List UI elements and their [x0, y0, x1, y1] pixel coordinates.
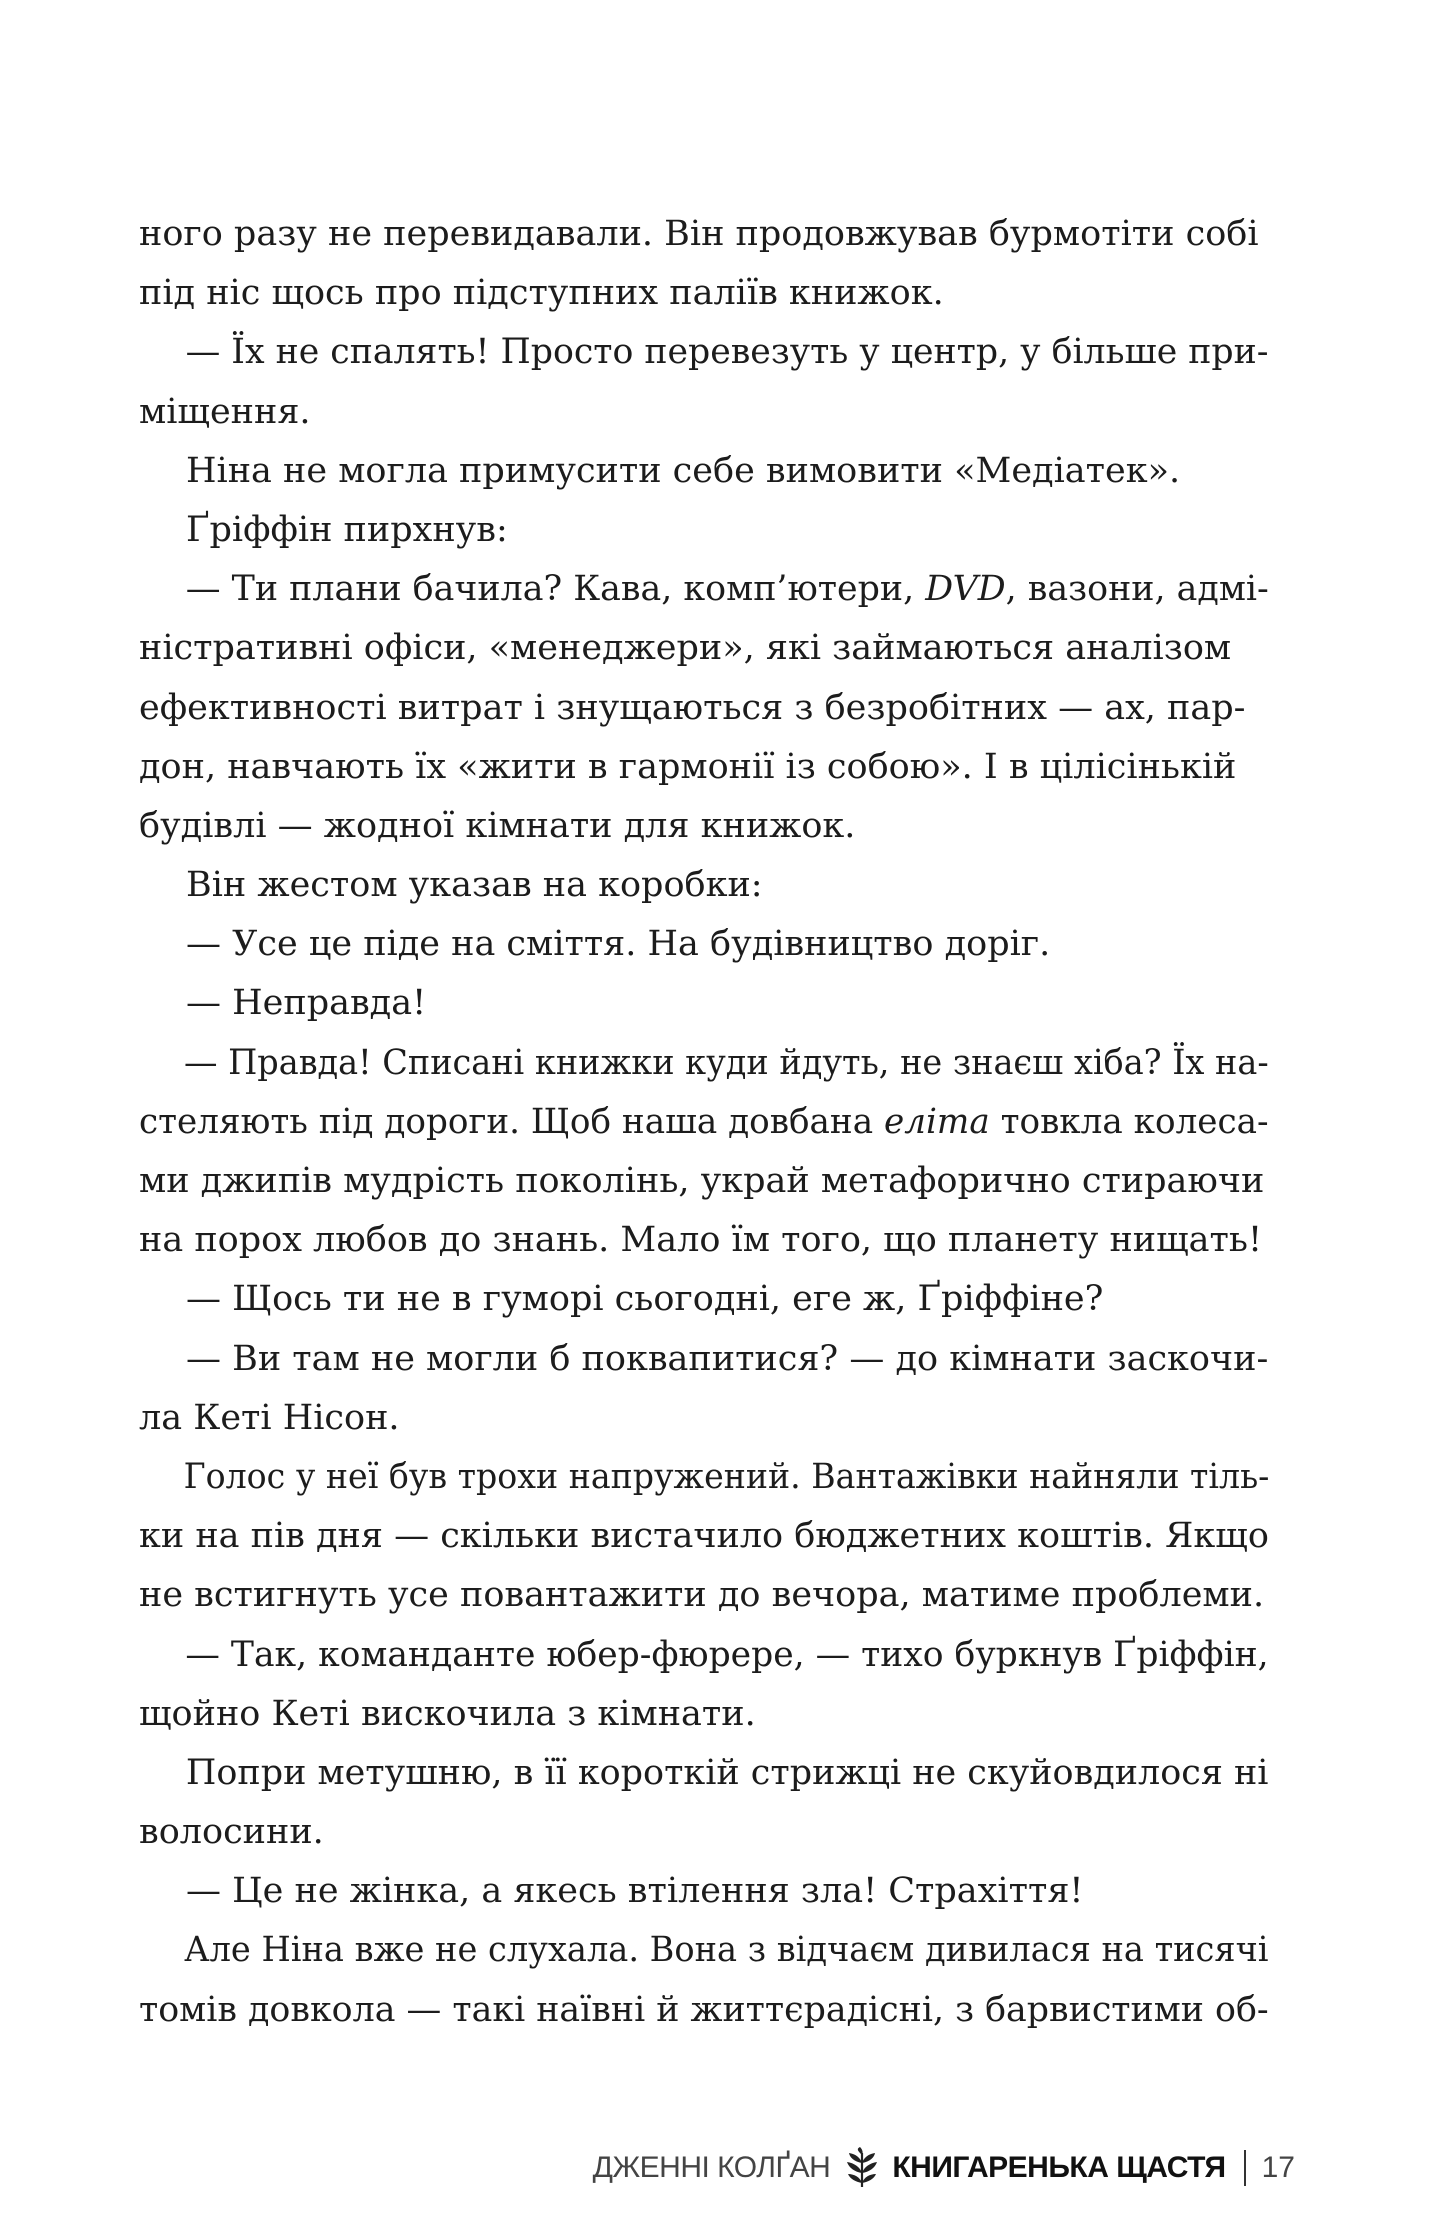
footer-divider [1244, 2150, 1246, 2186]
running-footer [593, 2143, 1295, 2193]
text-line: під ніс щось про підступних паліїв книжок. [139, 273, 944, 314]
text-line: міщення. [139, 391, 311, 432]
text-line: — Щось ти не в гуморі сьогодні, еге ж, Ґріффіне? [186, 1279, 1104, 1320]
text-line: ми джипів мудрість поколінь, украй метафорично стираючи [139, 1161, 1265, 1201]
page-number: 17 [1261, 2151, 1295, 2184]
text-line: ністративні офіси, «менеджери», які займаються аналізом [139, 628, 1232, 669]
text-line: — Правда! Списані книжки куди йдуть, не знаєш хіба? Їх на- [183, 1042, 1269, 1083]
text-line: Голос у неї був трохи напружений. Вантажівки найняли тіль- [183, 1456, 1270, 1497]
text-line: Ґріффін пирхнув: [186, 509, 508, 550]
footer-author: ДЖЕННІ КОЛҐАН [592, 2151, 831, 2184]
footer-book-title: КНИГАРЕНЬКА ЩАСТЯ [892, 2151, 1226, 2184]
text-line: волосини. [139, 1812, 324, 1853]
text-line: — Ти плани бачила? Кава, комп’ютери, DVD, вазони, адмі- [185, 569, 1269, 610]
text-line: — Усе це піде на сміття. На будівництво доріг. [186, 924, 1051, 965]
body-text [139, 205, 1269, 2040]
text-line: дон, навчають їх «жити в гармонії із собою». І в цілісінькій [139, 746, 1237, 787]
italic-word: DVD [925, 569, 1006, 610]
text-line: Ніна не могла примусити себе вимовити «Медіатек». [186, 450, 1181, 491]
text-line: Попри метушню, в її короткій стрижці не скуйовдилося ні [185, 1752, 1269, 1793]
italic-word: еліта [883, 1101, 990, 1142]
text-line: ла Кеті Нісон. [139, 1397, 400, 1438]
text-line: на порох любов до знань. Мало їм того, що планету нищать! [139, 1220, 1263, 1261]
text-line: — Їх не спалять! Просто перевезуть у центр, у більше при- [185, 332, 1269, 373]
text-line: стеляють під дороги. Щоб наша довбана еліта товкла колеса- [139, 1101, 1269, 1142]
text-line: не встигнуть усе повантажити до вечора, матиме проблеми. [139, 1575, 1265, 1616]
text-line: Але Ніна вже не слухала. Вона з відчаєм дивилася на тисячі [184, 1930, 1269, 1971]
text-line: Він жестом указав на коробки: [186, 865, 763, 906]
text-line: — Це не жінка, а якесь втілення зла! Страхіття! [186, 1871, 1084, 1912]
text-line: томів довкола — такі наївні й життєрадісні, з барвистими об- [139, 1989, 1269, 2030]
text-line: ного разу не перевидавали. Він продовжував бурмотіти собі [139, 214, 1259, 254]
text-line: ки на пів дня — скільки вистачило бюджетних коштів. Якщо [139, 1516, 1269, 1557]
text-line: — Неправда! [186, 983, 427, 1024]
text-line: — Ви там не могли б поквапитися? — до кімнати заскочи- [186, 1338, 1269, 1379]
text-line: ефективності витрат і знущаються з безробітних — ах, пар- [139, 687, 1246, 728]
text-line: будівлі — жодної кімнати для книжок. [139, 805, 856, 846]
text-line: щойно Кеті вискочила з кімнати. [139, 1693, 756, 1734]
leaf-sprig-icon [844, 2147, 880, 2189]
text-line: — Так, команданте юбер-фюрере, — тихо буркнув Ґріффін, [185, 1634, 1269, 1675]
